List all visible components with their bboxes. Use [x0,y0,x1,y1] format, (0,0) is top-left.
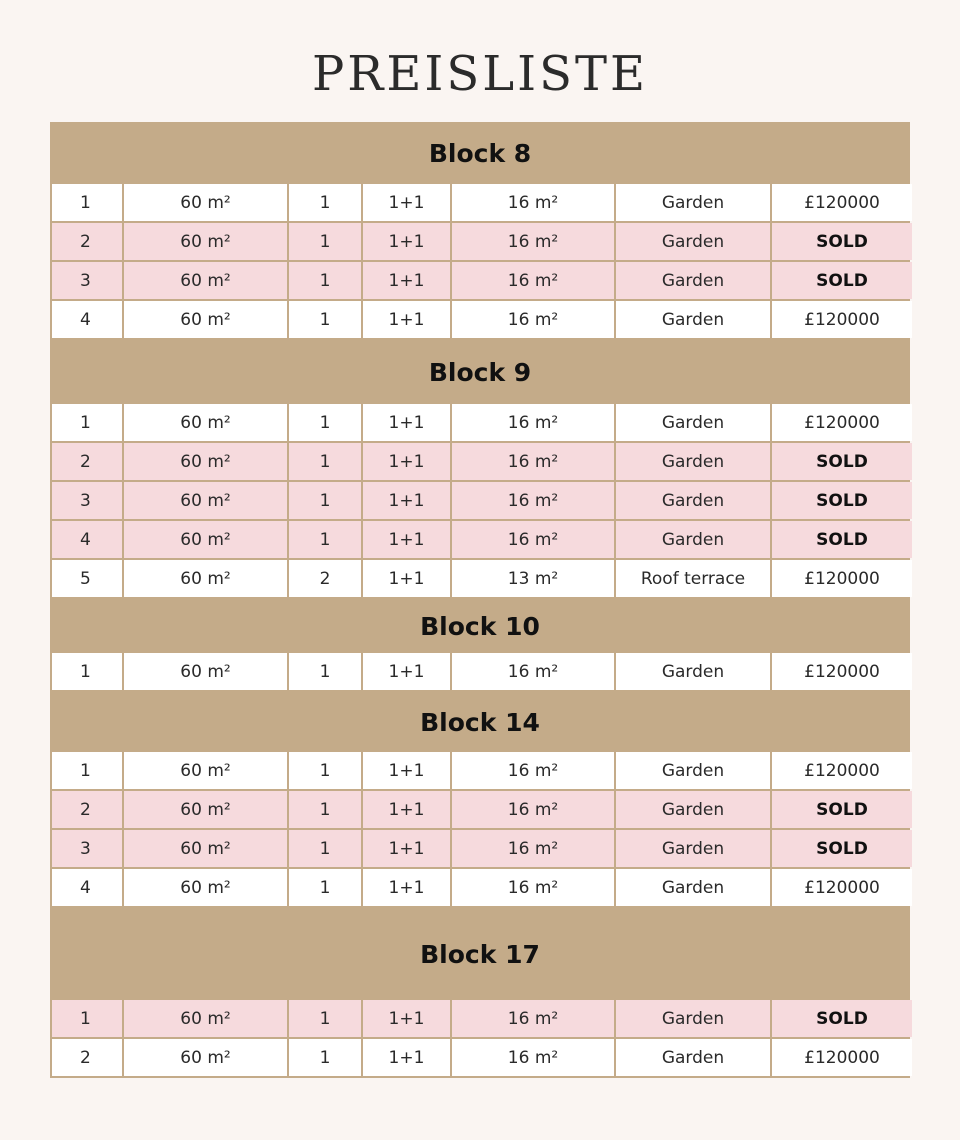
living-area-cell: 60 m² [124,301,287,338]
unit-number-cell: 1 [52,404,122,441]
outdoor-type-cell: Roof terrace [616,560,770,597]
outdoor-type-cell: Garden [616,482,770,519]
price-cell: £120000 [772,184,912,221]
price-cell: SOLD [772,262,912,299]
floor-cell: 1 [289,404,361,441]
outdoor-type-cell: Garden [616,443,770,480]
floor-cell: 1 [289,1000,361,1037]
rooms-cell: 1+1 [363,443,450,480]
table-row [50,1000,910,1037]
unit-number-cell: 3 [52,482,122,519]
rooms-cell: 1+1 [363,653,450,690]
table-row [50,869,910,906]
outdoor-area-cell: 16 m² [452,869,614,906]
price-cell: £120000 [772,560,912,597]
price-cell: SOLD [772,791,912,828]
price-cell: SOLD [772,1000,912,1037]
block-header [50,599,910,653]
table-row [50,301,910,338]
floor-cell: 1 [289,223,361,260]
rooms-cell: 1+1 [363,830,450,867]
living-area-cell: 60 m² [124,560,287,597]
floor-cell: 1 [289,521,361,558]
floor-cell: 1 [289,752,361,789]
block-section [50,599,910,690]
table-row [50,184,910,221]
block-header [50,122,910,184]
outdoor-area-cell: 16 m² [452,262,614,299]
unit-number-cell: 3 [52,830,122,867]
price-cell: SOLD [772,223,912,260]
outdoor-type-cell: Garden [616,752,770,789]
table-row [50,262,910,299]
rooms-cell: 1+1 [363,301,450,338]
price-list-table [50,122,910,1078]
outdoor-area-cell: 16 m² [452,1000,614,1037]
outdoor-area-cell: 16 m² [452,404,614,441]
outdoor-area-cell: 16 m² [452,830,614,867]
floor-cell: 1 [289,830,361,867]
living-area-cell: 60 m² [124,443,287,480]
rooms-cell: 1+1 [363,752,450,789]
floor-cell: 1 [289,1039,361,1076]
table-row [50,223,910,260]
outdoor-type-cell: Garden [616,223,770,260]
floor-cell: 1 [289,301,361,338]
living-area-cell: 60 m² [124,869,287,906]
table-row [50,791,910,828]
outdoor-area-cell: 16 m² [452,443,614,480]
block-header [50,908,910,1000]
block-section [50,340,910,597]
unit-number-cell: 4 [52,301,122,338]
price-cell: £120000 [772,752,912,789]
living-area-cell: 60 m² [124,184,287,221]
unit-number-cell: 4 [52,521,122,558]
unit-number-cell: 4 [52,869,122,906]
table-row [50,404,910,441]
living-area-cell: 60 m² [124,1039,287,1076]
living-area-cell: 60 m² [124,1000,287,1037]
outdoor-area-cell: 16 m² [452,301,614,338]
block-title: Block 8 [428,138,532,168]
price-cell: £120000 [772,404,912,441]
outdoor-type-cell: Garden [616,301,770,338]
rooms-cell: 1+1 [363,223,450,260]
outdoor-type-cell: Garden [616,869,770,906]
price-cell: £120000 [772,301,912,338]
living-area-cell: 60 m² [124,830,287,867]
outdoor-type-cell: Garden [616,1000,770,1037]
outdoor-area-cell: 16 m² [452,791,614,828]
unit-number-cell: 1 [52,653,122,690]
price-cell: £120000 [772,653,912,690]
outdoor-type-cell: Garden [616,653,770,690]
price-cell: SOLD [772,482,912,519]
unit-number-cell: 5 [52,560,122,597]
unit-number-cell: 3 [52,262,122,299]
price-cell: SOLD [772,443,912,480]
table-row [50,482,910,519]
outdoor-type-cell: Garden [616,521,770,558]
block-header [50,340,910,404]
living-area-cell: 60 m² [124,482,287,519]
floor-cell: 1 [289,443,361,480]
living-area-cell: 60 m² [124,404,287,441]
block-section [50,122,910,338]
rooms-cell: 1+1 [363,184,450,221]
unit-number-cell: 1 [52,1000,122,1037]
outdoor-type-cell: Garden [616,830,770,867]
outdoor-type-cell: Garden [616,404,770,441]
block-section [50,908,910,1076]
floor-cell: 1 [289,791,361,828]
block-title: Block 10 [420,611,540,641]
block-title: Block 9 [428,357,532,387]
outdoor-area-cell: 16 m² [452,1039,614,1076]
price-cell: SOLD [772,830,912,867]
rooms-cell: 1+1 [363,791,450,828]
table-row [50,752,910,789]
living-area-cell: 60 m² [124,752,287,789]
block-section [50,692,910,906]
unit-number-cell: 2 [52,1039,122,1076]
block-header [50,692,910,752]
floor-cell: 1 [289,184,361,221]
outdoor-area-cell: 16 m² [452,223,614,260]
table-row [50,653,910,690]
rooms-cell: 1+1 [363,262,450,299]
living-area-cell: 60 m² [124,791,287,828]
table-row [50,443,910,480]
outdoor-area-cell: 16 m² [452,482,614,519]
floor-cell: 1 [289,262,361,299]
outdoor-area-cell: 16 m² [452,184,614,221]
table-row [50,521,910,558]
outdoor-type-cell: Garden [616,262,770,299]
unit-number-cell: 1 [52,752,122,789]
floor-cell: 1 [289,653,361,690]
table-row [50,830,910,867]
living-area-cell: 60 m² [124,223,287,260]
living-area-cell: 60 m² [124,521,287,558]
unit-number-cell: 2 [52,223,122,260]
block-title: Block 14 [420,707,540,737]
outdoor-area-cell: 13 m² [452,560,614,597]
floor-cell: 1 [289,482,361,519]
rooms-cell: 1+1 [363,521,450,558]
table-row [50,560,910,597]
outdoor-area-cell: 16 m² [452,521,614,558]
living-area-cell: 60 m² [124,653,287,690]
rooms-cell: 1+1 [363,560,450,597]
unit-number-cell: 1 [52,184,122,221]
page-title: PREISLISTE [311,46,649,102]
floor-cell: 2 [289,560,361,597]
living-area-cell: 60 m² [124,262,287,299]
price-cell: £120000 [772,1039,912,1076]
floor-cell: 1 [289,869,361,906]
price-cell: £120000 [772,869,912,906]
rooms-cell: 1+1 [363,1039,450,1076]
price-cell: SOLD [772,521,912,558]
outdoor-area-cell: 16 m² [452,752,614,789]
rooms-cell: 1+1 [363,1000,450,1037]
outdoor-type-cell: Garden [616,184,770,221]
outdoor-type-cell: Garden [616,791,770,828]
rooms-cell: 1+1 [363,482,450,519]
unit-number-cell: 2 [52,791,122,828]
table-row [50,1039,910,1076]
rooms-cell: 1+1 [363,404,450,441]
outdoor-area-cell: 16 m² [452,653,614,690]
block-title: Block 17 [420,939,540,969]
outdoor-type-cell: Garden [616,1039,770,1076]
rooms-cell: 1+1 [363,869,450,906]
unit-number-cell: 2 [52,443,122,480]
